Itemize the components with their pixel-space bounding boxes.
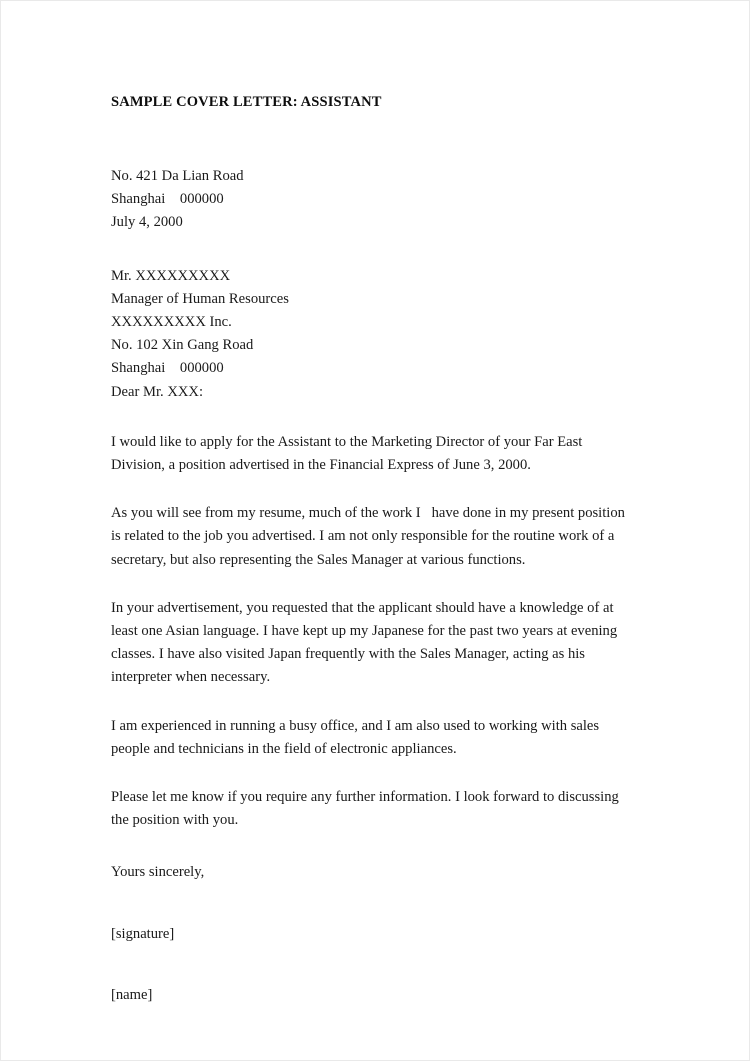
recipient-company: XXXXXXXXX Inc. [111, 314, 232, 331]
valediction: Yours sincerely, [111, 864, 205, 881]
body-paragraph-5: Please let me know if you require any further information. I look forward to discussing the position with you. [111, 789, 623, 829]
recipient-name: Mr. XXXXXXXXX [111, 267, 231, 284]
body-paragraph-3: In your advertisement, you requested that the applicant should have a knowledge of at least one Asian language. I have kept up my Japanese for the past two years at evening classes. I have also visited Japan frequently with the Sales Manager, acting as his interpreter when necessary. [111, 599, 621, 686]
body-paragraph-1: I would like to apply for the Assistant to the Marketing Director of your Far East Division, a position advertised in the Financial Express of June 3, 2000. [111, 433, 587, 474]
sender-address-line-1: No. 421 Da Lian Road [111, 168, 244, 184]
body-paragraph-4: I am experienced in running a busy office, and I am also used to working with sales people and technicians in the field of electronic appliances. [111, 717, 603, 757]
page-title: SAMPLE COVER LETTER: ASSISTANT [111, 94, 382, 110]
sender-address-block [111, 165, 638, 235]
recipient-city: Shanghai 000000 [111, 360, 224, 377]
letter-content [111, 93, 638, 1007]
recipient-title: Manager of Human Resources [111, 290, 289, 307]
letter-body [111, 431, 638, 833]
recipient-address-block [111, 265, 638, 381]
closing-block [111, 861, 638, 1007]
signature-placeholder: [signature] [111, 925, 175, 942]
salutation: Dear Mr. XXX: [111, 383, 204, 400]
body-paragraph-2: As you will see from my resume, much of the work I have done in my present position is related to the job you advertised. I am not only responsible for the routine work of a secretary, but also representing the Sales Manager at various functions. [111, 505, 629, 568]
letter-date: July 4, 2000 [111, 214, 183, 231]
sender-address-line-2: Shanghai 000000 [111, 191, 224, 208]
recipient-street: No. 102 Xin Gang Road [111, 337, 254, 354]
name-placeholder: [name] [111, 986, 153, 1003]
